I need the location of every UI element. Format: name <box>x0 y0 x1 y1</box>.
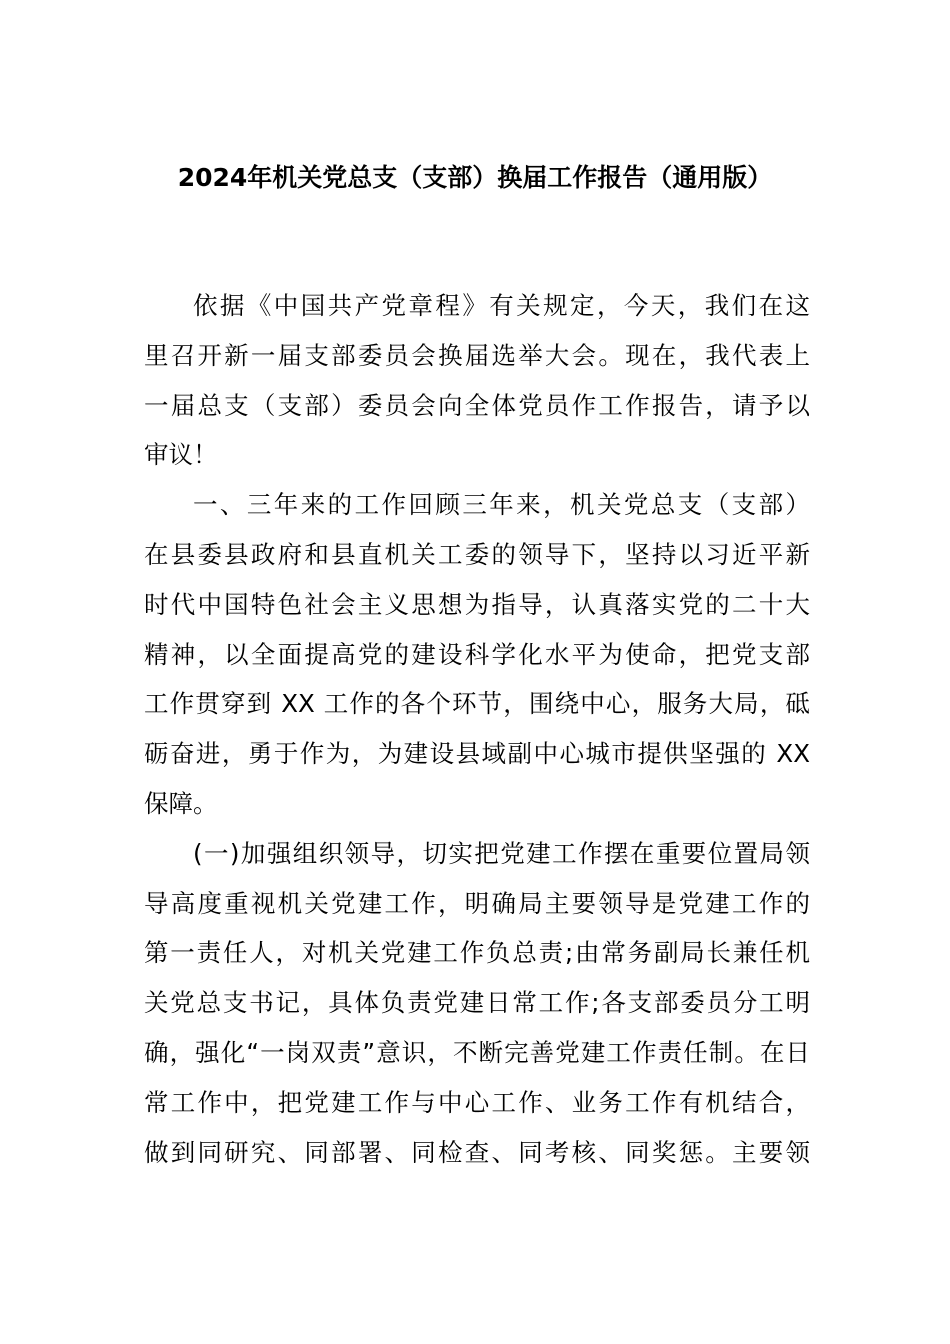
text-line: 做到同研究、同部署、同检查、同考核、同奖惩。主要领 <box>144 1137 810 1167</box>
text-line: 常工作中，把党建工作与中心工作、业务工作有机结合， <box>144 1087 810 1117</box>
paragraph-intro <box>144 281 810 480</box>
text-line: (一)加强组织领导，切实把党建工作摆在重要位置局领 <box>193 838 810 868</box>
text-line: 精神，以全面提高党的建设科学化水平为使命，把党支部 <box>144 639 810 669</box>
paragraph-leadership <box>144 829 810 1178</box>
text-line: 砺奋进，勇于作为，为建设县域副中心城市提供坚强的 XX <box>144 739 810 769</box>
document-body <box>144 281 810 1177</box>
text-line: 审议！ <box>144 440 218 470</box>
text-line: 第一责任人，对机关党建工作负总责;由常务副局长兼任机 <box>144 938 810 968</box>
text-line: 时代中国特色社会主义思想为指导，认真落实党的二十大 <box>144 589 810 619</box>
text-line: 工作贯穿到 XX 工作的各个环节，围绕中心，服务大局，砥 <box>144 689 810 719</box>
text-line: 一、三年来的工作回顾三年来，机关党总支（支部） <box>193 490 810 520</box>
text-line: 保障。 <box>144 788 218 818</box>
text-line: 导高度重视机关党建工作，明确局主要领导是党建工作的 <box>144 888 810 918</box>
text-line: 在县委县政府和县直机关工委的领导下，坚持以习近平新 <box>144 539 810 569</box>
text-line: 确，强化“一岗双责”意识，不断完善党建工作责任制。在日 <box>144 1037 810 1067</box>
text-line: 一届总支（支部）委员会向全体党员作工作报告，请予以 <box>144 390 810 420</box>
paragraph-review <box>144 480 810 829</box>
document-title: 2024年机关党总支（支部）换届工作报告（通用版） <box>177 163 773 192</box>
text-line: 里召开新一届支部委员会换届选举大会。现在，我代表上 <box>144 340 810 370</box>
text-line: 关党总支书记，具体负责党建日常工作;各支部委员分工明 <box>144 988 810 1018</box>
text-line: 依据《中国共产党章程》有关规定，今天，我们在这 <box>193 291 810 320</box>
